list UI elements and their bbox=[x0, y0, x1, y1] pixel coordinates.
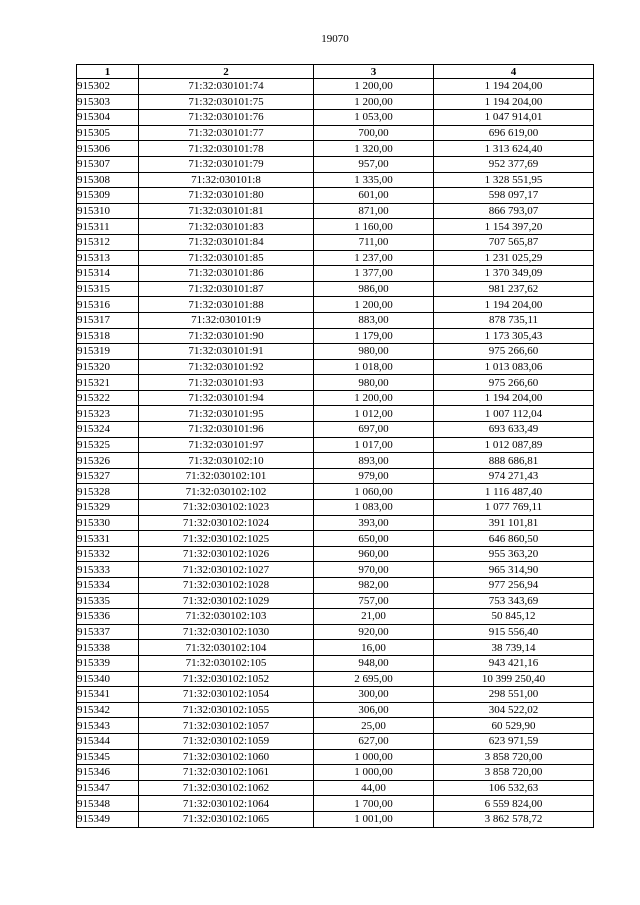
cadastral-number-cell: 71:32:030101:97 bbox=[139, 437, 314, 453]
cadastral-number-cell: 71:32:030101:79 bbox=[139, 156, 314, 172]
column-header: 3 bbox=[314, 65, 434, 79]
area-cell: 650,00 bbox=[314, 531, 434, 547]
area-cell: 960,00 bbox=[314, 546, 434, 562]
area-cell: 970,00 bbox=[314, 562, 434, 578]
area-cell: 44,00 bbox=[314, 780, 434, 796]
cadastral-number-cell: 71:32:030102:101 bbox=[139, 468, 314, 484]
value-cell: 598 097,17 bbox=[434, 188, 594, 204]
row-id-cell: 915330 bbox=[77, 515, 139, 531]
area-cell: 601,00 bbox=[314, 188, 434, 204]
area-cell: 982,00 bbox=[314, 578, 434, 594]
table-row bbox=[77, 468, 594, 484]
row-id-cell: 915348 bbox=[77, 796, 139, 812]
row-id-cell: 915335 bbox=[77, 593, 139, 609]
row-id-cell: 915318 bbox=[77, 328, 139, 344]
cadastral-number-cell: 71:32:030102:1054 bbox=[139, 687, 314, 703]
area-cell: 920,00 bbox=[314, 624, 434, 640]
row-id-cell: 915345 bbox=[77, 749, 139, 765]
area-cell: 16,00 bbox=[314, 640, 434, 656]
table-body bbox=[77, 79, 594, 828]
row-id-cell: 915343 bbox=[77, 718, 139, 734]
area-cell: 979,00 bbox=[314, 468, 434, 484]
value-cell: 1 012 087,89 bbox=[434, 437, 594, 453]
area-cell: 1 001,00 bbox=[314, 811, 434, 827]
row-id-cell: 915347 bbox=[77, 780, 139, 796]
area-cell: 1 200,00 bbox=[314, 297, 434, 313]
value-cell: 975 266,60 bbox=[434, 344, 594, 360]
area-cell: 1 320,00 bbox=[314, 141, 434, 157]
cadastral-number-cell: 71:32:030101:84 bbox=[139, 234, 314, 250]
table-row bbox=[77, 655, 594, 671]
table-row bbox=[77, 234, 594, 250]
value-cell: 955 363,20 bbox=[434, 546, 594, 562]
row-id-cell: 915324 bbox=[77, 422, 139, 438]
table-row bbox=[77, 406, 594, 422]
area-cell: 2 695,00 bbox=[314, 671, 434, 687]
area-cell: 1 700,00 bbox=[314, 796, 434, 812]
cadastral-number-cell: 71:32:030102:1057 bbox=[139, 718, 314, 734]
cadastral-number-cell: 71:32:030102:104 bbox=[139, 640, 314, 656]
cadastral-number-cell: 71:32:030102:1024 bbox=[139, 515, 314, 531]
value-cell: 977 256,94 bbox=[434, 578, 594, 594]
cadastral-number-cell: 71:32:030101:9 bbox=[139, 312, 314, 328]
value-cell: 106 532,63 bbox=[434, 780, 594, 796]
cadastral-number-cell: 71:32:030102:1025 bbox=[139, 531, 314, 547]
value-cell: 693 633,49 bbox=[434, 422, 594, 438]
row-id-cell: 915306 bbox=[77, 141, 139, 157]
table-row bbox=[77, 79, 594, 95]
area-cell: 627,00 bbox=[314, 733, 434, 749]
table-row bbox=[77, 172, 594, 188]
table-row bbox=[77, 484, 594, 500]
row-id-cell: 915314 bbox=[77, 266, 139, 282]
table-row bbox=[77, 141, 594, 157]
area-cell: 300,00 bbox=[314, 687, 434, 703]
value-cell: 6 559 824,00 bbox=[434, 796, 594, 812]
row-id-cell: 915346 bbox=[77, 765, 139, 781]
row-id-cell: 915317 bbox=[77, 312, 139, 328]
column-header: 1 bbox=[77, 65, 139, 79]
table-row bbox=[77, 312, 594, 328]
value-cell: 60 529,90 bbox=[434, 718, 594, 734]
table-row bbox=[77, 125, 594, 141]
value-cell: 1 116 487,40 bbox=[434, 484, 594, 500]
value-cell: 298 551,00 bbox=[434, 687, 594, 703]
table-row bbox=[77, 624, 594, 640]
value-cell: 3 858 720,00 bbox=[434, 765, 594, 781]
table-row bbox=[77, 811, 594, 827]
row-id-cell: 915320 bbox=[77, 359, 139, 375]
row-id-cell: 915313 bbox=[77, 250, 139, 266]
table-row bbox=[77, 375, 594, 391]
value-cell: 1 194 204,00 bbox=[434, 297, 594, 313]
cadastral-number-cell: 71:32:030102:1065 bbox=[139, 811, 314, 827]
value-cell: 1 173 305,43 bbox=[434, 328, 594, 344]
value-cell: 866 793,07 bbox=[434, 203, 594, 219]
cadastral-number-cell: 71:32:030101:87 bbox=[139, 281, 314, 297]
table-row bbox=[77, 640, 594, 656]
table-row bbox=[77, 609, 594, 625]
cadastral-number-cell: 71:32:030101:92 bbox=[139, 359, 314, 375]
area-cell: 948,00 bbox=[314, 655, 434, 671]
cadastral-number-cell: 71:32:030101:91 bbox=[139, 344, 314, 360]
value-cell: 1 231 025,29 bbox=[434, 250, 594, 266]
area-cell: 1 179,00 bbox=[314, 328, 434, 344]
area-cell: 986,00 bbox=[314, 281, 434, 297]
row-id-cell: 915322 bbox=[77, 390, 139, 406]
cadastral-number-cell: 71:32:030101:96 bbox=[139, 422, 314, 438]
value-cell: 975 266,60 bbox=[434, 375, 594, 391]
table-row bbox=[77, 796, 594, 812]
row-id-cell: 915332 bbox=[77, 546, 139, 562]
table-row bbox=[77, 671, 594, 687]
area-cell: 21,00 bbox=[314, 609, 434, 625]
row-id-cell: 915326 bbox=[77, 453, 139, 469]
row-id-cell: 915312 bbox=[77, 234, 139, 250]
table-row bbox=[77, 749, 594, 765]
value-cell: 974 271,43 bbox=[434, 468, 594, 484]
cadastral-number-cell: 71:32:030102:1055 bbox=[139, 702, 314, 718]
value-cell: 1 013 083,06 bbox=[434, 359, 594, 375]
area-cell: 871,00 bbox=[314, 203, 434, 219]
area-cell: 1 083,00 bbox=[314, 500, 434, 516]
row-id-cell: 915308 bbox=[77, 172, 139, 188]
value-cell: 753 343,69 bbox=[434, 593, 594, 609]
cadastral-number-cell: 71:32:030101:88 bbox=[139, 297, 314, 313]
area-cell: 1 000,00 bbox=[314, 765, 434, 781]
page-number: 19070 bbox=[321, 33, 349, 45]
row-id-cell: 915349 bbox=[77, 811, 139, 827]
value-cell: 1 194 204,00 bbox=[434, 79, 594, 95]
row-id-cell: 915325 bbox=[77, 437, 139, 453]
table-row bbox=[77, 188, 594, 204]
cadastral-number-cell: 71:32:030102:10 bbox=[139, 453, 314, 469]
column-header: 2 bbox=[139, 65, 314, 79]
row-id-cell: 915333 bbox=[77, 562, 139, 578]
row-id-cell: 915310 bbox=[77, 203, 139, 219]
cadastral-number-cell: 71:32:030101:78 bbox=[139, 141, 314, 157]
value-cell: 1 194 204,00 bbox=[434, 94, 594, 110]
cadastral-number-cell: 71:32:030102:1027 bbox=[139, 562, 314, 578]
area-cell: 757,00 bbox=[314, 593, 434, 609]
data-table bbox=[76, 64, 594, 828]
table-row bbox=[77, 593, 594, 609]
row-id-cell: 915328 bbox=[77, 484, 139, 500]
value-cell: 965 314,90 bbox=[434, 562, 594, 578]
cadastral-number-cell: 71:32:030101:85 bbox=[139, 250, 314, 266]
area-cell: 1 160,00 bbox=[314, 219, 434, 235]
value-cell: 878 735,11 bbox=[434, 312, 594, 328]
value-cell: 10 399 250,40 bbox=[434, 671, 594, 687]
cadastral-number-cell: 71:32:030102:1029 bbox=[139, 593, 314, 609]
cadastral-number-cell: 71:32:030102:1052 bbox=[139, 671, 314, 687]
row-id-cell: 915311 bbox=[77, 219, 139, 235]
table-row bbox=[77, 281, 594, 297]
area-cell: 957,00 bbox=[314, 156, 434, 172]
area-cell: 1 200,00 bbox=[314, 94, 434, 110]
area-cell: 25,00 bbox=[314, 718, 434, 734]
cadastral-number-cell: 71:32:030102:1026 bbox=[139, 546, 314, 562]
area-cell: 883,00 bbox=[314, 312, 434, 328]
row-id-cell: 915334 bbox=[77, 578, 139, 594]
table-row bbox=[77, 250, 594, 266]
value-cell: 981 237,62 bbox=[434, 281, 594, 297]
cadastral-number-cell: 71:32:030102:105 bbox=[139, 655, 314, 671]
cadastral-number-cell: 71:32:030101:95 bbox=[139, 406, 314, 422]
value-cell: 1 007 112,04 bbox=[434, 406, 594, 422]
table-row bbox=[77, 453, 594, 469]
value-cell: 38 739,14 bbox=[434, 640, 594, 656]
row-id-cell: 915338 bbox=[77, 640, 139, 656]
cadastral-number-cell: 71:32:030102:1059 bbox=[139, 733, 314, 749]
value-cell: 304 522,02 bbox=[434, 702, 594, 718]
table-row bbox=[77, 266, 594, 282]
row-id-cell: 915316 bbox=[77, 297, 139, 313]
table-row bbox=[77, 422, 594, 438]
row-id-cell: 915336 bbox=[77, 609, 139, 625]
area-cell: 1 053,00 bbox=[314, 110, 434, 126]
row-id-cell: 915344 bbox=[77, 733, 139, 749]
row-id-cell: 915309 bbox=[77, 188, 139, 204]
cadastral-number-cell: 71:32:030101:74 bbox=[139, 79, 314, 95]
area-cell: 306,00 bbox=[314, 702, 434, 718]
row-id-cell: 915329 bbox=[77, 500, 139, 516]
area-cell: 700,00 bbox=[314, 125, 434, 141]
cadastral-number-cell: 71:32:030101:8 bbox=[139, 172, 314, 188]
value-cell: 1 328 551,95 bbox=[434, 172, 594, 188]
area-cell: 1 000,00 bbox=[314, 749, 434, 765]
table-row bbox=[77, 733, 594, 749]
row-id-cell: 915302 bbox=[77, 79, 139, 95]
value-cell: 3 858 720,00 bbox=[434, 749, 594, 765]
area-cell: 711,00 bbox=[314, 234, 434, 250]
cadastral-number-cell: 71:32:030101:77 bbox=[139, 125, 314, 141]
value-cell: 915 556,40 bbox=[434, 624, 594, 640]
cadastral-number-cell: 71:32:030101:76 bbox=[139, 110, 314, 126]
area-cell: 1 012,00 bbox=[314, 406, 434, 422]
table-row bbox=[77, 562, 594, 578]
value-cell: 3 862 578,72 bbox=[434, 811, 594, 827]
value-cell: 646 860,50 bbox=[434, 531, 594, 547]
table-row bbox=[77, 780, 594, 796]
cadastral-number-cell: 71:32:030101:90 bbox=[139, 328, 314, 344]
table-row bbox=[77, 297, 594, 313]
value-cell: 1 154 397,20 bbox=[434, 219, 594, 235]
value-cell: 1 370 349,09 bbox=[434, 266, 594, 282]
table-row bbox=[77, 203, 594, 219]
value-cell: 1 077 769,11 bbox=[434, 500, 594, 516]
area-cell: 1 237,00 bbox=[314, 250, 434, 266]
table-row bbox=[77, 500, 594, 516]
table-header-row bbox=[77, 65, 594, 79]
value-cell: 1 047 914,01 bbox=[434, 110, 594, 126]
table-row bbox=[77, 94, 594, 110]
value-cell: 943 421,16 bbox=[434, 655, 594, 671]
area-cell: 980,00 bbox=[314, 375, 434, 391]
table-row bbox=[77, 718, 594, 734]
table-row bbox=[77, 578, 594, 594]
cadastral-number-cell: 71:32:030101:93 bbox=[139, 375, 314, 391]
table-row bbox=[77, 344, 594, 360]
value-cell: 1 313 624,40 bbox=[434, 141, 594, 157]
area-cell: 1 017,00 bbox=[314, 437, 434, 453]
value-cell: 391 101,81 bbox=[434, 515, 594, 531]
row-id-cell: 915304 bbox=[77, 110, 139, 126]
cadastral-number-cell: 71:32:030102:1062 bbox=[139, 780, 314, 796]
row-id-cell: 915305 bbox=[77, 125, 139, 141]
table-row bbox=[77, 156, 594, 172]
row-id-cell: 915339 bbox=[77, 655, 139, 671]
cadastral-number-cell: 71:32:030101:94 bbox=[139, 390, 314, 406]
cadastral-number-cell: 71:32:030102:1030 bbox=[139, 624, 314, 640]
table-row bbox=[77, 702, 594, 718]
row-id-cell: 915321 bbox=[77, 375, 139, 391]
cadastral-number-cell: 71:32:030102:103 bbox=[139, 609, 314, 625]
table-row bbox=[77, 110, 594, 126]
area-cell: 1 377,00 bbox=[314, 266, 434, 282]
area-cell: 1 018,00 bbox=[314, 359, 434, 375]
cadastral-number-cell: 71:32:030101:75 bbox=[139, 94, 314, 110]
value-cell: 696 619,00 bbox=[434, 125, 594, 141]
table-row bbox=[77, 390, 594, 406]
row-id-cell: 915340 bbox=[77, 671, 139, 687]
area-cell: 393,00 bbox=[314, 515, 434, 531]
cadastral-number-cell: 71:32:030101:83 bbox=[139, 219, 314, 235]
cadastral-number-cell: 71:32:030102:102 bbox=[139, 484, 314, 500]
table-row bbox=[77, 328, 594, 344]
area-cell: 1 335,00 bbox=[314, 172, 434, 188]
cadastral-number-cell: 71:32:030101:86 bbox=[139, 266, 314, 282]
cadastral-number-cell: 71:32:030101:81 bbox=[139, 203, 314, 219]
table-row bbox=[77, 515, 594, 531]
row-id-cell: 915303 bbox=[77, 94, 139, 110]
row-id-cell: 915327 bbox=[77, 468, 139, 484]
table-row bbox=[77, 437, 594, 453]
cadastral-number-cell: 71:32:030102:1023 bbox=[139, 500, 314, 516]
column-header: 4 bbox=[434, 65, 594, 79]
table-row bbox=[77, 219, 594, 235]
row-id-cell: 915341 bbox=[77, 687, 139, 703]
cadastral-number-cell: 71:32:030102:1064 bbox=[139, 796, 314, 812]
cadastral-number-cell: 71:32:030101:80 bbox=[139, 188, 314, 204]
area-cell: 1 200,00 bbox=[314, 390, 434, 406]
table-row bbox=[77, 359, 594, 375]
value-cell: 1 194 204,00 bbox=[434, 390, 594, 406]
cadastral-number-cell: 71:32:030102:1060 bbox=[139, 749, 314, 765]
value-cell: 623 971,59 bbox=[434, 733, 594, 749]
row-id-cell: 915337 bbox=[77, 624, 139, 640]
row-id-cell: 915331 bbox=[77, 531, 139, 547]
table-row bbox=[77, 765, 594, 781]
row-id-cell: 915319 bbox=[77, 344, 139, 360]
row-id-cell: 915323 bbox=[77, 406, 139, 422]
value-cell: 952 377,69 bbox=[434, 156, 594, 172]
cadastral-number-cell: 71:32:030102:1061 bbox=[139, 765, 314, 781]
area-cell: 893,00 bbox=[314, 453, 434, 469]
area-cell: 1 060,00 bbox=[314, 484, 434, 500]
value-cell: 707 565,87 bbox=[434, 234, 594, 250]
area-cell: 1 200,00 bbox=[314, 79, 434, 95]
row-id-cell: 915307 bbox=[77, 156, 139, 172]
row-id-cell: 915315 bbox=[77, 281, 139, 297]
table-row bbox=[77, 531, 594, 547]
value-cell: 888 686,81 bbox=[434, 453, 594, 469]
table-row bbox=[77, 687, 594, 703]
area-cell: 980,00 bbox=[314, 344, 434, 360]
table-row bbox=[77, 546, 594, 562]
row-id-cell: 915342 bbox=[77, 702, 139, 718]
cadastral-number-cell: 71:32:030102:1028 bbox=[139, 578, 314, 594]
value-cell: 50 845,12 bbox=[434, 609, 594, 625]
area-cell: 697,00 bbox=[314, 422, 434, 438]
